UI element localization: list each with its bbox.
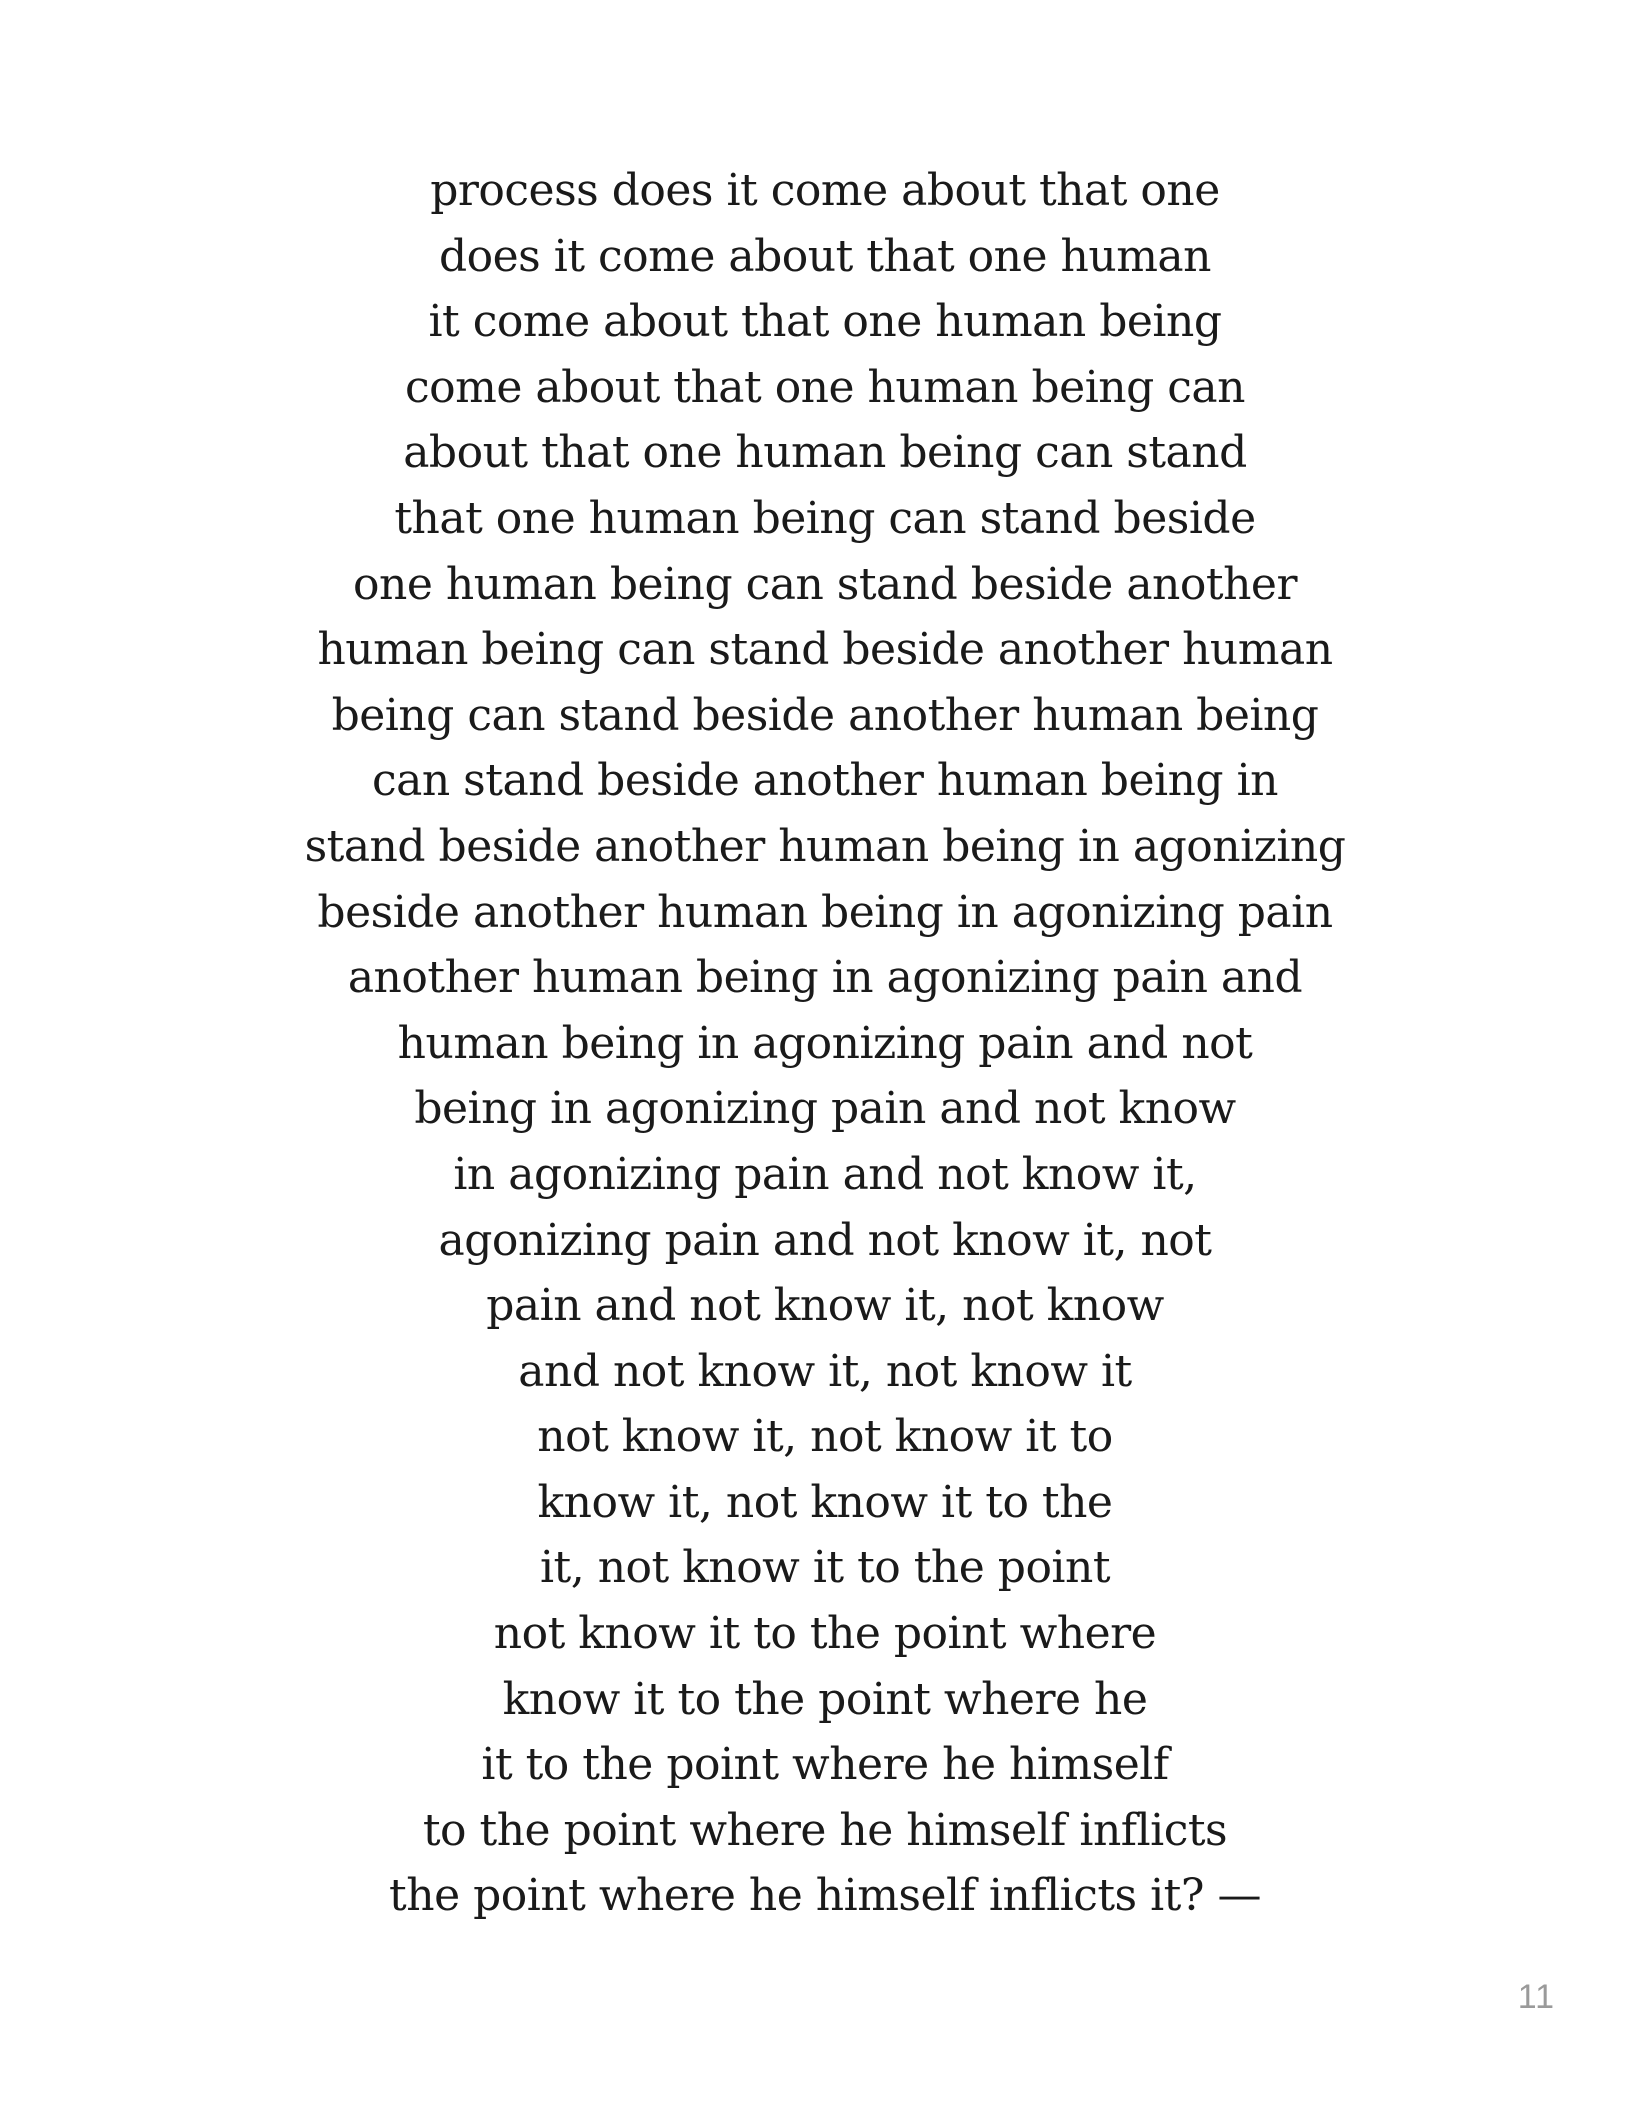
poem-line: know it, not know it to the [537, 1476, 1113, 1528]
poem-line: beside another human being in agonizing pain [317, 886, 1333, 938]
poem-line: and not know it, not know it [518, 1345, 1132, 1397]
poem-line: it, not know it to the point [539, 1542, 1111, 1594]
poem-line: it come about that one human being [428, 296, 1222, 348]
poem-line: does it come about that one human [438, 230, 1212, 282]
poem-line: one human being can stand beside another [353, 558, 1297, 610]
poem-line: human being can stand beside another human [317, 624, 1333, 676]
poem-line: in agonizing pain and not know it, [453, 1148, 1197, 1200]
page-number: 11 [1517, 1978, 1555, 2016]
poem-line: know it to the point where he [502, 1673, 1148, 1725]
poem-line: agonizing pain and not know it, not [438, 1214, 1212, 1266]
poem-line: come about that one human being can [405, 361, 1245, 413]
poem-line: process does it come about that one [430, 165, 1220, 216]
poem-line: it to the point where he himself [481, 1739, 1169, 1791]
poem-line: stand beside another human being in agonizing [304, 820, 1346, 872]
poem-line: to the point where he himself inflicts [422, 1804, 1228, 1856]
poem-line: being in agonizing pain and not know [414, 1083, 1236, 1135]
poem-line: can stand beside another human being in [371, 755, 1278, 807]
poem-line: not know it to the point where [493, 1608, 1157, 1660]
poem-line: about that one human being can stand [403, 427, 1247, 479]
poem-line: the point where he himself inflicts it? — [389, 1870, 1261, 1922]
poem-line: that one human being can stand beside [394, 492, 1256, 544]
poem-line: another human being in agonizing pain and [347, 952, 1303, 1004]
poem-body [0, 158, 1650, 1929]
poem-line: pain and not know it, not know [486, 1280, 1164, 1332]
poem-line: not know it, not know it to [537, 1411, 1113, 1463]
poem-line: human being in agonizing pain and not [397, 1017, 1253, 1069]
poem-line: being can stand beside another human being [331, 689, 1319, 741]
